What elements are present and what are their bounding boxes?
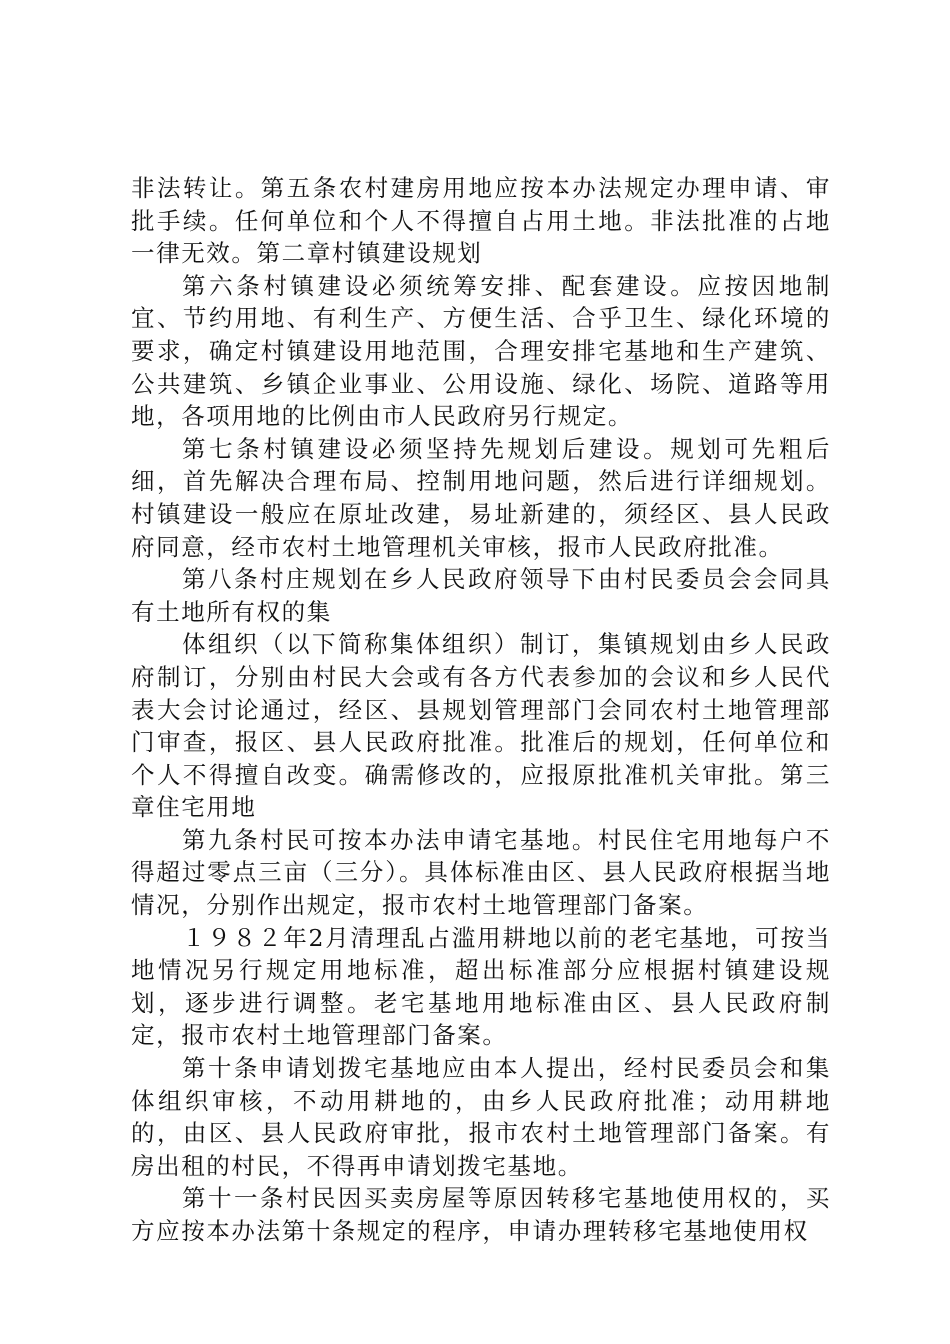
paragraph-article-6: 第六条村镇建设必须统筹安排、配套建设。应按因地制宜、节约用地、有利生产、方便生活、合乎卫生、绿化环境的要求，确定村镇建设用地范围，合理安排宅基地和生产建筑、公共建筑、乡镇企业事业、公用设施、绿化、场院、道路等用地，各项用地的比例由市人民政府另行规定。 (131, 271, 831, 431)
paragraph-article-8: 第八条村庄规划在乡人民政府领导下由村民委员会会同具有土地所有权的集 (131, 565, 831, 626)
paragraph-article-11: 第十一条村民因买卖房屋等原因转移宅基地使用权的，买方应按本办法第十条规定的程序，申请办理转移宅基地使用权 (131, 1184, 831, 1245)
paragraph-article-8-continued: 体组织（以下简称集体组织）制订，集镇规划由乡人民政府制订，分别由村民大会或有各方代表参加的会议和乡人民代表大会讨论通过，经区、县规划管理部门会同农村土地管理部门审查，报区、县人民政府批准。批准后的规划，任何单位和个人不得擅自改变。确需修改的，应报原批准机关审批。第三章住宅用地 (131, 630, 831, 822)
paragraph-article-7: 第七条村镇建设必须坚持先规划后建设。规划可先粗后细，首先解决合理布局、控制用地问题，然后进行详细规划。村镇建设一般应在原址改建，易址新建的，须经区、县人民政府同意，经市农村土地管理机关审核，报市人民政府批准。 (131, 434, 831, 561)
paragraph-1982-standard: １９８２年2月清理乱占滥用耕地以前的老宅基地，可按当地情况另行规定用地标准，超出标准部分应根据村镇建设规划，逐步进行调整。老宅基地用地标准由区、县人民政府制定，报市农村土地管理部门备案。 (131, 923, 831, 1050)
paragraph-article-9: 第九条村民可按本办法申请宅基地。村民住宅用地每户不得超过零点三亩（三分）。具体标准由区、县人民政府根据当地情况，分别作出规定，报市农村土地管理部门备案。 (131, 825, 831, 920)
paragraph-article-10: 第十条申请划拨宅基地应由本人提出，经村民委员会和集体组织审核，不动用耕地的，由乡人民政府批准；动用耕地的，由区、县人民政府审批，报市农村土地管理部门备案。有房出租的村民，不得再申请划拨宅基地。 (131, 1054, 831, 1180)
paragraph-1: 非法转让。第五条农村建房用地应按本办法规定办理申请、审批手续。任何单位和个人不得擅自占用土地。非法批准的占地一律无效。第二章村镇建设规划 (131, 174, 831, 268)
document-body (131, 172, 831, 1248)
